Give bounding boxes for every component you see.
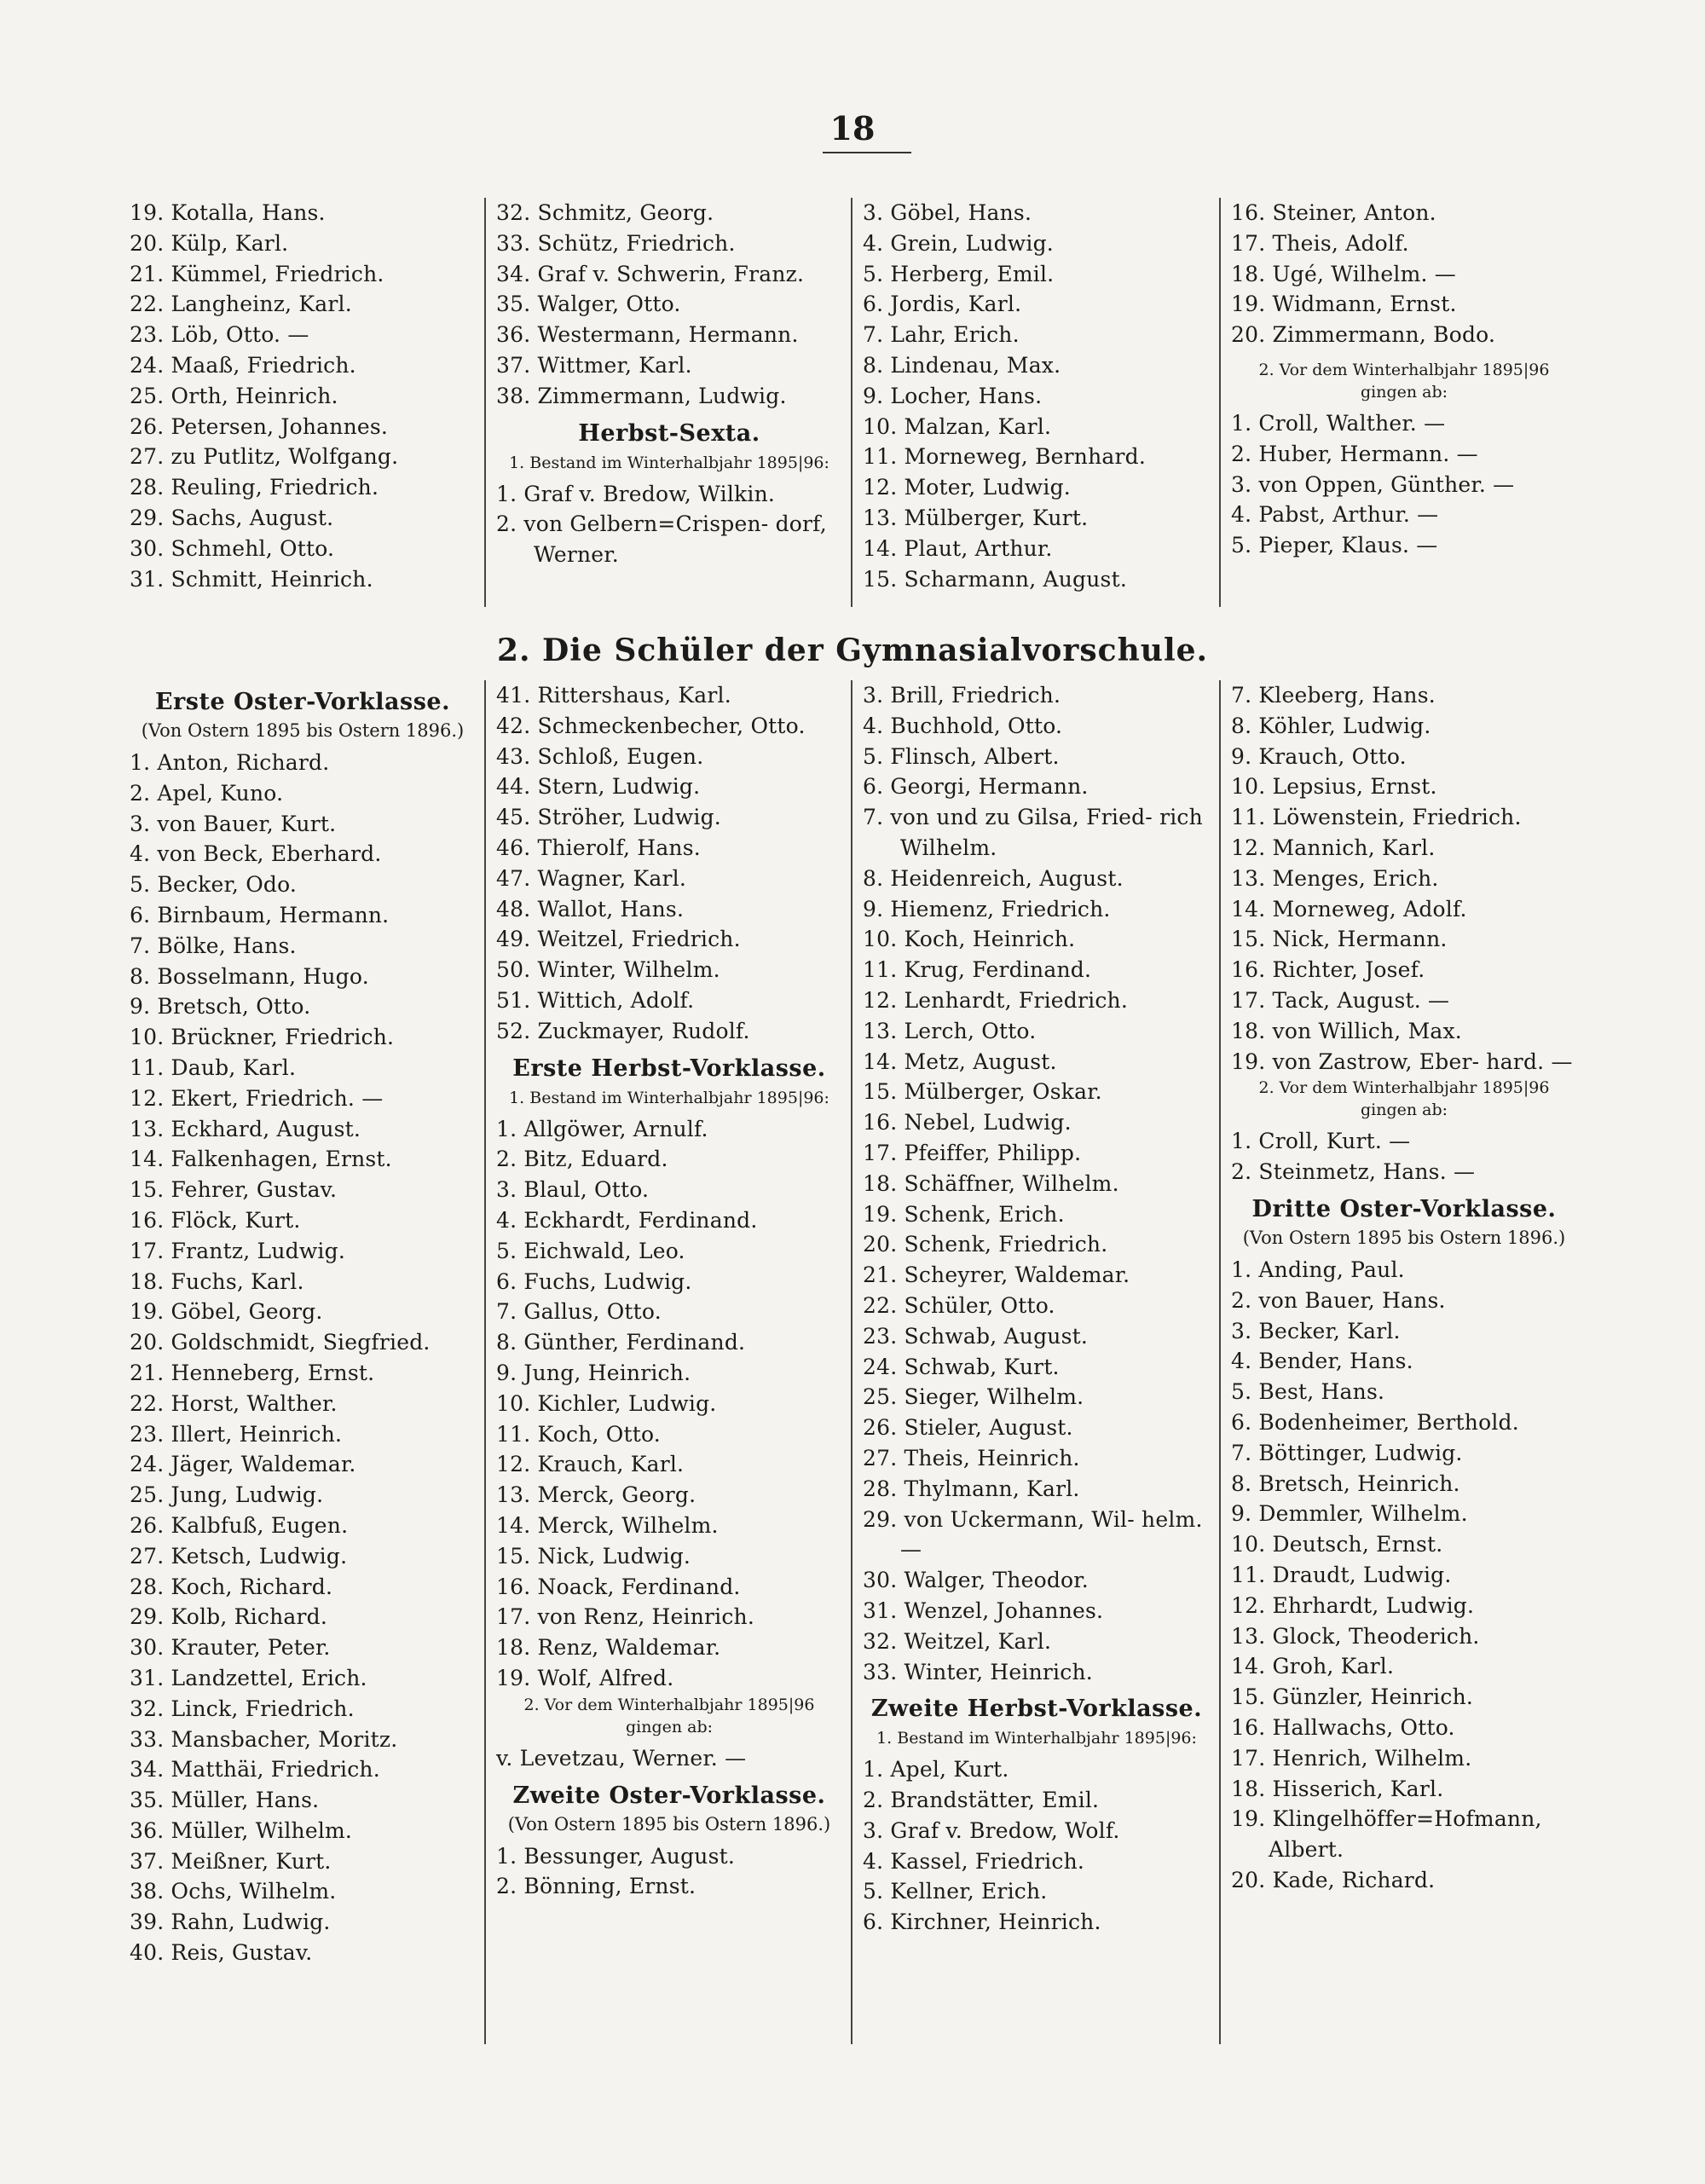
student-entry: 32. Schmitz, Georg. (496, 200, 714, 225)
student-entry: 20. Külp, Karl. (130, 230, 289, 256)
student-entry: 3. Graf v. Bredow, Wolf. (863, 1817, 1120, 1843)
student-entry: 12. Moter, Ludwig. (863, 475, 1071, 500)
student-entry: 14. Morneweg, Adolf. (1231, 896, 1467, 922)
student-entry: 48. Wallot, Hans. (496, 896, 685, 922)
student-entry: 20. Kade, Richard. (1231, 1867, 1436, 1892)
student-entry: 19. Klingelhöffer=Hofmann, Albert. (1231, 1806, 1542, 1863)
student-list (496, 479, 842, 570)
student-list (1231, 408, 1577, 561)
student-entry: 28. Koch, Richard. (130, 1574, 333, 1599)
student-entry: 31. Schmitt, Heinrich. (130, 566, 373, 592)
student-entry: 24. Jäger, Waldemar. (130, 1452, 356, 1477)
class-heading: Zweite Herbst-Vorklasse. (870, 1696, 1203, 1723)
student-list (496, 680, 842, 1047)
student-entry: 12. Lenhardt, Friedrich. (863, 987, 1128, 1013)
student-entry: 5. Flinsch, Albert. (863, 743, 1060, 769)
student-entry: 20. Schenk, Friedrich. (863, 1232, 1108, 1257)
student-entry: 16. Noack, Ferdinand. (496, 1574, 741, 1599)
student-entry: 28. Reuling, Friedrich. (130, 475, 379, 500)
student-entry: 8. Heidenreich, August. (863, 865, 1124, 891)
student-entry: 32. Weitzel, Karl. (863, 1628, 1052, 1654)
top-column-3 (851, 198, 1219, 607)
section-title: 2. Die Schüler der Gymnasialvorschule. (496, 633, 1209, 668)
student-entry: 19. Schenk, Erich. (863, 1201, 1065, 1227)
top-column-1 (119, 198, 484, 607)
student-list (130, 748, 476, 1968)
student-entry: 19. Kotalla, Hans. (130, 200, 326, 225)
student-entry: 37. Wittmer, Karl. (496, 352, 692, 378)
student-entry: 7. Böttinger, Ludwig. (1231, 1440, 1463, 1465)
class-note: 1. Bestand im Winterhalbjahr 1895|96: (509, 1088, 829, 1107)
student-entry: 2. Huber, Hermann. — (1231, 441, 1478, 466)
student-entry: 11. Koch, Otto. (496, 1421, 661, 1447)
student-entry: 8. Köhler, Ludwig. (1231, 713, 1431, 738)
student-entry: 7. Bölke, Hans. (130, 933, 297, 958)
student-entry: 15. Günzler, Heinrich. (1231, 1684, 1474, 1710)
student-entry: 17. Frantz, Ludwig. (130, 1238, 345, 1263)
student-entry: 25. Jung, Ludwig. (130, 1482, 324, 1508)
student-entry: 3. von Bauer, Kurt. (130, 811, 337, 836)
student-entry: 14. Plaut, Arthur. (863, 535, 1053, 561)
student-entry: 10. Brückner, Friedrich. (130, 1025, 395, 1050)
student-entry: 15. Mülberger, Oskar. (863, 1079, 1102, 1105)
student-entry: 17. Pfeiffer, Philipp. (863, 1140, 1082, 1165)
student-entry: 1. Allgöwer, Arnulf. (496, 1116, 708, 1141)
student-entry: 9. Demmler, Wilhelm. (1231, 1501, 1468, 1527)
student-entry: 10. Lepsius, Ernst. (1231, 774, 1437, 800)
student-entry: 1. Graf v. Bredow, Wilkin. (496, 481, 776, 506)
student-entry: 7. von und zu Gilsa, Fried- rich Wilhelm. (863, 805, 1203, 860)
student-entry: 5. Eichwald, Leo. (496, 1238, 685, 1263)
student-entry: 6. Kirchner, Heinrich. (863, 1910, 1101, 1935)
class-heading: Erste Herbst-Vorklasse. (512, 1054, 826, 1082)
student-entry: 9. Bretsch, Otto. (130, 994, 311, 1020)
student-entry: 13. Eckhard, August. (130, 1116, 361, 1141)
student-entry: 6. Georgi, Hermann. (863, 774, 1089, 800)
student-list (496, 1114, 842, 1694)
student-entry: 11. Krug, Ferdinand. (863, 957, 1092, 983)
bottom-column-1 (119, 680, 484, 2044)
student-entry: 23. Löb, Otto. — (130, 322, 309, 348)
student-entry: 2. Apel, Kuno. (130, 780, 284, 806)
student-entry: 42. Schmeckenbecher, Otto. (496, 713, 806, 738)
student-entry: 1. Bessunger, August. (496, 1843, 736, 1869)
class-heading: Zweite Oster-Vorklasse. (512, 1782, 826, 1809)
student-entry: 5. Pieper, Klaus. — (1231, 533, 1438, 558)
student-entry: 27. Theis, Heinrich. (863, 1445, 1080, 1470)
student-entry: 11. Löwenstein, Friedrich. (1231, 805, 1522, 830)
top-section (119, 198, 1586, 607)
student-entry: 8. Günther, Ferdinand. (496, 1330, 746, 1355)
student-entry: 19. Wolf, Alfred. (496, 1665, 674, 1690)
student-entry: 12. Krauch, Karl. (496, 1452, 685, 1477)
student-entry: 17. Tack, August. — (1231, 987, 1450, 1013)
student-entry: 16. Flöck, Kurt. (130, 1207, 301, 1233)
student-entry: 22. Langheinz, Karl. (130, 292, 352, 317)
student-list (1231, 1255, 1577, 1896)
student-entry: 17. Henrich, Wilhelm. (1231, 1745, 1472, 1771)
student-entry: 27. Ketsch, Ludwig. (130, 1543, 348, 1569)
student-entry: 25. Orth, Heinrich. (130, 383, 338, 408)
student-entry: 21. Scheyrer, Waldemar. (863, 1262, 1130, 1288)
student-entry: 6. Birnbaum, Hermann. (130, 902, 390, 927)
student-entry: 18. Hisserich, Karl. (1231, 1776, 1444, 1801)
student-entry: 4. Grein, Ludwig. (863, 230, 1054, 256)
student-entry: 33. Schütz, Friedrich. (496, 230, 736, 256)
student-entry: 12. Mannich, Karl. (1231, 835, 1436, 860)
student-entry: 9. Locher, Hans. (863, 383, 1043, 408)
student-entry: 4. Pabst, Arthur. — (1231, 502, 1439, 528)
student-entry: 20. Zimmermann, Bodo. (1231, 322, 1496, 348)
student-entry: 35. Müller, Hans. (130, 1788, 320, 1813)
student-entry: 15. Fehrer, Gustav. (130, 1177, 338, 1203)
student-entry: 16. Nebel, Ludwig. (863, 1110, 1072, 1135)
student-entry: 27. zu Putlitz, Wolfgang. (130, 444, 399, 470)
student-entry: 17. Theis, Adolf. (1231, 230, 1409, 256)
student-entry: 34. Matthäi, Friedrich. (130, 1757, 380, 1782)
student-entry: 23. Illert, Heinrich. (130, 1421, 343, 1447)
student-entry: 11. Morneweg, Bernhard. (863, 444, 1147, 470)
student-entry: 29. von Uckermann, Wil- helm. — (863, 1506, 1203, 1563)
bottom-column-4 (1219, 680, 1586, 2044)
class-period: (Von Ostern 1895 bis Ostern 1896.) (141, 720, 465, 741)
student-entry: 4. Buchhold, Otto. (863, 713, 1063, 738)
student-entry: 51. Wittich, Adolf. (496, 987, 695, 1013)
student-entry: 16. Richter, Josef. (1231, 957, 1425, 983)
student-entry: 47. Wagner, Karl. (496, 865, 687, 891)
student-entry: 1. Croll, Walther. — (1231, 410, 1446, 436)
bottom-column-3 (851, 680, 1219, 2044)
student-entry: 7. Kleeberg, Hans. (1231, 683, 1436, 708)
student-entry: 25. Sieger, Wilhelm. (863, 1384, 1084, 1410)
class-heading: Herbst-Sexta. (578, 419, 760, 447)
student-entry: 36. Müller, Wilhelm. (130, 1817, 353, 1843)
class-note: 1. Bestand im Winterhalbjahr 1895|96: (509, 453, 829, 472)
student-entry: 16. Steiner, Anton. (1231, 200, 1436, 225)
student-entry: 11. Draudt, Ludwig. (1231, 1562, 1452, 1587)
student-entry: 21. Henneberg, Ernst. (130, 1360, 375, 1385)
student-entry: 13. Lerch, Otto. (863, 1018, 1037, 1043)
student-entry: 35. Walger, Otto. (496, 292, 681, 317)
student-entry: 6. Jordis, Karl. (863, 292, 1022, 317)
student-entry: 29. Sachs, August. (130, 505, 334, 530)
student-entry: 29. Kolb, Richard. (130, 1604, 327, 1630)
student-entry: 5. Herberg, Emil. (863, 261, 1055, 286)
student-entry: 4. Kassel, Friedrich. (863, 1848, 1085, 1874)
class-heading: Dritte Oster-Vorklasse. (1251, 1195, 1557, 1222)
student-entry: 2. Bitz, Eduard. (496, 1147, 668, 1172)
student-entry: 13. Menges, Erich. (1231, 865, 1439, 891)
student-entry: v. Levetzau, Werner. — (496, 1745, 747, 1771)
student-entry: 33. Mansbacher, Moritz. (130, 1726, 398, 1752)
student-entry: 8. Bretsch, Heinrich. (1231, 1470, 1460, 1496)
student-list (496, 1743, 842, 1774)
student-entry: 34. Graf v. Schwerin, Franz. (496, 261, 805, 286)
class-note: 2. Vor dem Winterhalbjahr 1895|96 gingen ab: (1258, 1078, 1550, 1120)
student-entry: 38. Zimmermann, Ludwig. (496, 383, 787, 408)
student-entry: 32. Linck, Friedrich. (130, 1696, 355, 1721)
student-entry: 44. Stern, Ludwig. (496, 774, 701, 800)
student-entry: 38. Ochs, Wilhelm. (130, 1879, 337, 1904)
student-entry: 7. Gallus, Otto. (496, 1299, 662, 1325)
student-entry: 37. Meißner, Kurt. (130, 1848, 332, 1874)
student-entry: 16. Hallwachs, Otto. (1231, 1714, 1455, 1740)
student-entry: 18. Schäffner, Wilhelm. (863, 1170, 1119, 1196)
student-entry: 15. Nick, Hermann. (1231, 927, 1448, 952)
student-entry: 4. Eckhardt, Ferdinand. (496, 1207, 758, 1233)
student-entry: 15. Nick, Ludwig. (496, 1543, 691, 1569)
student-list (1231, 198, 1577, 350)
student-entry: 49. Weitzel, Friedrich. (496, 927, 741, 952)
student-entry: 3. von Oppen, Günther. — (1231, 471, 1515, 497)
student-entry: 1. Croll, Kurt. — (1231, 1129, 1411, 1154)
student-entry: 30. Walger, Theodor. (863, 1568, 1089, 1593)
student-entry: 10. Malzan, Karl. (863, 413, 1052, 439)
student-entry: 31. Landzettel, Erich. (130, 1665, 367, 1690)
student-entry: 14. Merck, Wilhelm. (496, 1512, 719, 1538)
student-entry: 1. Apel, Kurt. (863, 1757, 1009, 1782)
bottom-column-2 (484, 680, 851, 2044)
student-entry: 24. Maaß, Friedrich. (130, 352, 356, 378)
student-entry: 5. Becker, Odo. (130, 872, 298, 898)
student-entry: 20. Goldschmidt, Siegfried. (130, 1330, 431, 1355)
student-entry: 14. Metz, August. (863, 1049, 1057, 1074)
student-entry: 18. Ugé, Wilhelm. — (1231, 261, 1457, 286)
student-entry: 11. Daub, Karl. (130, 1054, 297, 1080)
student-list (863, 680, 1211, 1687)
student-entry: 2. von Bauer, Hans. (1231, 1287, 1446, 1313)
student-entry: 19. Göbel, Georg. (130, 1299, 323, 1325)
class-heading: Erste Oster-Vorklasse. (154, 689, 451, 715)
student-list (863, 1754, 1211, 1938)
student-entry: 18. Fuchs, Karl. (130, 1268, 304, 1294)
student-entry: 39. Rahn, Ludwig. (130, 1910, 331, 1935)
student-entry: 13. Glock, Theoderich. (1231, 1623, 1480, 1649)
student-entry: 6. Fuchs, Ludwig. (496, 1268, 692, 1294)
student-entry: 26. Stieler, August. (863, 1415, 1073, 1441)
student-entry: 46. Thierolf, Hans. (496, 835, 701, 860)
student-entry: 3. Göbel, Hans. (863, 200, 1032, 225)
student-entry: 22. Horst, Walther. (130, 1390, 338, 1416)
student-entry: 14. Falkenhagen, Ernst. (130, 1147, 392, 1172)
student-entry: 40. Reis, Gustav. (130, 1940, 313, 1966)
student-entry: 13. Mülberger, Kurt. (863, 505, 1089, 530)
student-entry: 10. Kichler, Ludwig. (496, 1390, 717, 1416)
student-entry: 10. Deutsch, Ernst. (1231, 1532, 1443, 1557)
bottom-section (119, 680, 1586, 2044)
student-entry: 30. Krauter, Peter. (130, 1635, 331, 1661)
student-entry: 9. Jung, Heinrich. (496, 1360, 691, 1385)
class-period: (Von Ostern 1895 bis Ostern 1896.) (1242, 1227, 1566, 1248)
student-entry: 50. Winter, Wilhelm. (496, 957, 720, 983)
student-entry: 26. Kalbfuß, Eugen. (130, 1512, 349, 1538)
student-entry: 30. Schmehl, Otto. (130, 535, 335, 561)
student-entry: 2. Steinmetz, Hans. — (1231, 1159, 1476, 1185)
top-column-2 (484, 198, 851, 607)
student-entry: 5. Kellner, Erich. (863, 1879, 1048, 1904)
student-entry: 8. Bosselmann, Hugo. (130, 963, 369, 989)
student-entry: 18. Renz, Waldemar. (496, 1635, 721, 1661)
student-list (130, 198, 476, 594)
class-note: 1. Bestand im Winterhalbjahr 1895|96: (876, 1729, 1197, 1748)
student-list (1231, 680, 1577, 1077)
student-entry: 14. Groh, Karl. (1231, 1654, 1395, 1679)
student-list (496, 198, 842, 412)
class-note: 2. Vor dem Winterhalbjahr 1895|96 gingen ab: (1258, 360, 1550, 402)
student-entry: 12. Ehrhardt, Ludwig. (1231, 1592, 1475, 1618)
student-entry: 22. Schüler, Otto. (863, 1292, 1055, 1318)
student-entry: 43. Schloß, Eugen. (496, 743, 704, 769)
student-entry: 41. Rittershaus, Karl. (496, 683, 731, 708)
student-entry: 6. Bodenheimer, Berthold. (1231, 1409, 1519, 1435)
page-number: 18 (829, 109, 876, 147)
class-note: 2. Vor dem Winterhalbjahr 1895|96 gingen ab: (523, 1695, 815, 1736)
student-entry: 19. von Zastrow, Eber- hard. — (1231, 1049, 1573, 1074)
student-entry: 8. Lindenau, Max. (863, 352, 1061, 378)
student-entry: 17. von Renz, Heinrich. (496, 1604, 755, 1630)
student-list (496, 1841, 842, 1903)
student-entry: 4. Bender, Hans. (1231, 1349, 1413, 1374)
student-list (863, 198, 1211, 594)
student-entry: 9. Hiemenz, Friedrich. (863, 896, 1111, 922)
student-entry: 12. Ekert, Friedrich. — (130, 1085, 384, 1111)
student-entry: 19. Widmann, Ernst. (1231, 292, 1457, 317)
student-entry: 15. Scharmann, August. (863, 566, 1127, 592)
student-entry: 24. Schwab, Kurt. (863, 1354, 1060, 1379)
student-entry: 21. Kümmel, Friedrich. (130, 261, 384, 286)
student-entry: 3. Becker, Karl. (1231, 1318, 1401, 1343)
student-entry: 1. Anding, Paul. (1231, 1257, 1405, 1282)
student-entry: 1. Anton, Richard. (130, 750, 330, 775)
student-entry: 33. Winter, Heinrich. (863, 1659, 1093, 1684)
student-entry: 7. Lahr, Erich. (863, 322, 1020, 348)
student-entry: 3. Blaul, Otto. (496, 1177, 650, 1203)
student-entry: 10. Koch, Heinrich. (863, 927, 1076, 952)
student-list (1231, 1126, 1577, 1187)
top-column-4 (1219, 198, 1586, 607)
student-entry: 31. Wenzel, Johannes. (863, 1598, 1104, 1623)
class-period: (Von Ostern 1895 bis Ostern 1896.) (507, 1813, 831, 1834)
student-entry: 45. Ströher, Ludwig. (496, 805, 721, 830)
student-entry: 9. Krauch, Otto. (1231, 743, 1407, 769)
student-entry: 52. Zuckmayer, Rudolf. (496, 1018, 750, 1043)
page-number-rule (823, 152, 911, 153)
student-entry: 3. Brill, Friedrich. (863, 683, 1061, 708)
student-entry: 2. Brandstätter, Emil. (863, 1788, 1100, 1813)
student-entry: 4. von Beck, Eberhard. (130, 841, 382, 867)
student-entry: 28. Thylmann, Karl. (863, 1476, 1080, 1501)
student-entry: 13. Merck, Georg. (496, 1482, 696, 1508)
student-entry: 18. von Willich, Max. (1231, 1018, 1462, 1043)
student-entry: 23. Schwab, August. (863, 1323, 1089, 1349)
student-entry: 2. von Gelbern=Crispen- dorf, Werner. (496, 511, 827, 568)
student-entry: 5. Best, Hans. (1231, 1379, 1385, 1405)
student-entry: 26. Petersen, Johannes. (130, 413, 389, 439)
student-entry: 2. Bönning, Ernst. (496, 1874, 696, 1899)
student-entry: 36. Westermann, Hermann. (496, 322, 799, 348)
